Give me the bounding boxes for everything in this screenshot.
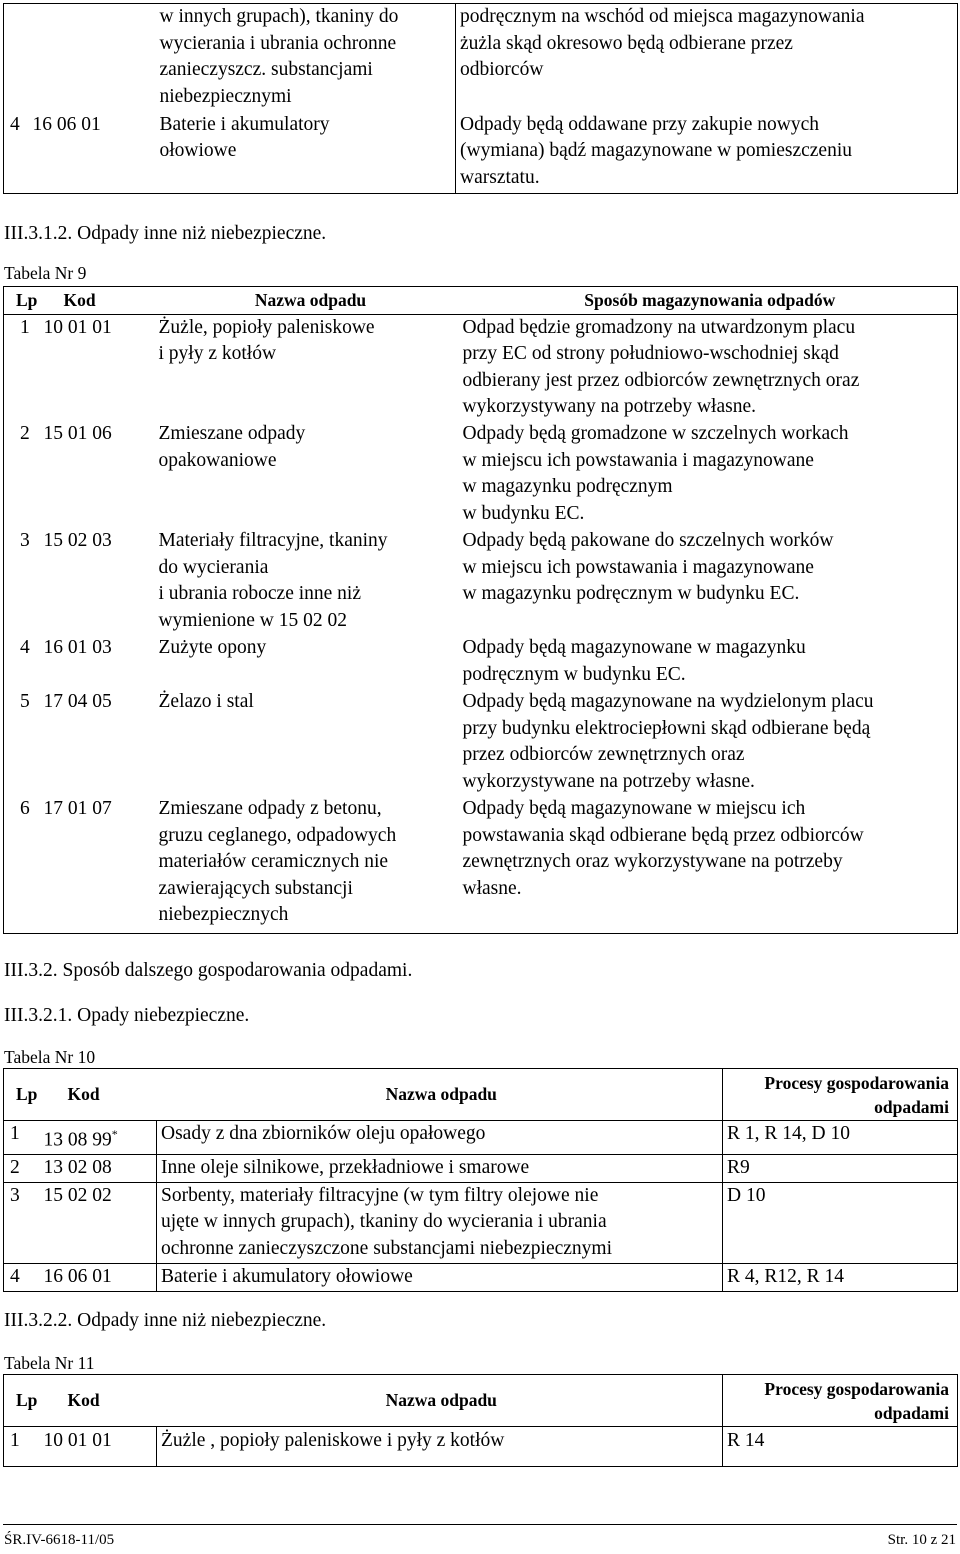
cell-procesy: D 10 — [727, 1184, 766, 1206]
section-heading: III.3.2.1. Opady niebezpieczne. — [4, 1005, 250, 1026]
cell-procesy: R 14 — [727, 1430, 765, 1451]
table-row — [4, 421, 958, 528]
cell-lp: 4 — [20, 637, 30, 658]
cell-lp: 3 — [10, 1184, 20, 1206]
cell-sposob: Odpady będą gromadzone w szczelnych workach w miejscu ich powstawania i magazynowane w magazynku podręcznym w budynku EC. — [462, 423, 849, 524]
cell-procesy: R 1, R 14, D 10 — [727, 1123, 850, 1144]
cell-kod: 10 01 01 — [44, 1427, 157, 1467]
cell-kod-value: 13 08 99 — [43, 1129, 112, 1151]
cell-nazwa: Osady z dna zbiorników oleju opałowego — [157, 1121, 723, 1155]
cell-lp: 2 — [10, 1157, 20, 1178]
cell-nazwa: Żużle , popioły paleniskowe i pyły z kotłów — [157, 1427, 723, 1467]
cell-lp: 1 — [20, 316, 30, 338]
cell-nazwa: Zmieszane odpady z betonu, gruzu ceglanego, odpadowych materiałów ceramicznych nie zawierających substancji niebezpiecznych — [158, 798, 397, 925]
header-procesy: Procesy gospodarowania odpadami — [764, 1072, 949, 1117]
cell-nazwa: Baterie i akumulatory ołowiowe — [158, 112, 456, 194]
table-row — [4, 1427, 958, 1467]
table-8-continuation — [3, 3, 958, 194]
cell-lp: 2 — [20, 423, 30, 444]
table-header-row — [4, 1375, 958, 1427]
table-header-row — [4, 287, 958, 315]
cell-sposob: Odpady będą magazynowane na wydzielonym placu przy budynku elektrociepłowni skąd odbierane będą przez odbiorców zewnętrznych oraz wykorzystywane na potrzeby własne. — [462, 691, 874, 792]
cell-lp: 4 — [10, 113, 20, 135]
cell-sposob: Odpady będą pakowane do szczelnych worków w miejscu ich powstawania i magazynowane w magazynku podręcznym w budynku EC. — [462, 530, 834, 604]
table-caption: Tabela Nr 11 — [4, 1353, 95, 1373]
cell-nazwa: Inne oleje silnikowe, przekładniowe i smarowe — [157, 1155, 723, 1183]
table-row — [4, 1121, 958, 1155]
cell-nazwa: w innych grupach), tkaniny do wycierania i ubrania ochronne zanieczyszcz. substancjami niebezpiecznymi — [158, 4, 456, 112]
footer-reference: ŚR.IV-6618-11/05 — [4, 1532, 115, 1548]
cell-kod: 17 01 07 — [43, 798, 112, 819]
table-row — [4, 796, 958, 933]
cell-sposob: Odpady będą magazynowane w magazynku podręcznym w budynku EC. — [462, 637, 806, 685]
table-9 — [3, 286, 958, 934]
header-procesy: Procesy gospodarowania odpadami — [764, 1378, 949, 1423]
cell-kod: 13 02 08 — [44, 1155, 157, 1183]
header-sposob: Sposób magazynowania odpadów — [584, 290, 836, 310]
table-row — [4, 314, 958, 421]
cell-kod — [44, 1121, 157, 1155]
table-row — [4, 112, 958, 194]
footnote-asterisk: * — [111, 1127, 118, 1141]
table-row — [4, 635, 958, 689]
section-heading: III.3.1.2. Odpady inne niż niebezpieczne. — [4, 223, 327, 244]
cell-kod: 17 04 05 — [43, 691, 112, 712]
cell-lp: 6 — [20, 798, 30, 819]
cell-lp — [4, 4, 23, 112]
table-caption: Tabela Nr 10 — [4, 1047, 96, 1067]
cell-kod: 15 02 03 — [43, 530, 112, 551]
header-kod: Kod — [63, 290, 96, 310]
cell-nazwa: Żelazo i stal — [158, 691, 254, 712]
footer-page-number: Str. 10 z 21 — [887, 1532, 956, 1548]
cell-procesy: R9 — [727, 1157, 750, 1178]
table-row — [4, 1182, 958, 1263]
cell-sposob: Odpady będą magazynowane w miejscu ich powstawania skąd odbierane będą przez odbiorców zewnętrznych oraz wykorzystywane na potrzeby własne. — [462, 798, 864, 899]
cell-lp: 1 — [10, 1430, 20, 1451]
cell-procesy: R 4, R12, R 14 — [727, 1265, 845, 1287]
cell-kod — [23, 4, 158, 112]
cell-nazwa: Sorbenty, materiały filtracyjne (w tym filtry olejowe nie ujęte w innych grupach), tkaniny do wycierania i ubrania ochronne zanieczyszczone substancjami niebezpiecznymi — [157, 1182, 723, 1263]
cell-kod: 15 02 02 — [44, 1182, 157, 1263]
header-lp: Lp — [16, 1084, 38, 1105]
header-lp: Lp — [16, 290, 38, 310]
table-row — [4, 4, 958, 112]
cell-nazwa: Żużle, popioły paleniskowe i pyły z kotłów — [158, 316, 375, 364]
table-10 — [3, 1068, 958, 1292]
table-row — [4, 1155, 958, 1183]
cell-kod: 16 06 01 — [32, 113, 101, 135]
table-caption: Tabela Nr 9 — [4, 263, 87, 283]
cell-sposob: Odpad będzie gromadzony na utwardzonym placu przy EC od strony południowo-wschodniej skąd odbierany jest przez odbiorców zewnętrznych oraz wykorzystywany na potrzeby własne. — [462, 316, 860, 417]
table-11 — [3, 1374, 958, 1467]
header-kod: Kod — [67, 1084, 100, 1105]
cell-lp: 4 — [10, 1265, 20, 1287]
header-lp: Lp — [16, 1390, 38, 1411]
cell-sposob: podręcznym na wschód od miejsca magazynowania żużla skąd okresowo będą odbierane przez odbiorców — [460, 6, 865, 80]
cell-lp: 1 — [10, 1123, 20, 1144]
table-header-row — [4, 1069, 958, 1121]
cell-lp: 5 — [20, 691, 30, 712]
section-heading: III.3.2.2. Odpady inne niż niebezpieczne. — [4, 1310, 327, 1331]
header-kod: Kod — [67, 1390, 100, 1411]
table-row — [4, 689, 958, 796]
footer-rule — [3, 1524, 957, 1525]
table-row — [4, 1263, 958, 1291]
cell-kod: 16 01 03 — [43, 637, 112, 658]
table-row — [4, 528, 958, 635]
cell-sposob: Odpady będą oddawane przy zakupie nowych (wymiana) bądź magazynowane w pomieszczeniu warsztatu. — [460, 113, 852, 188]
cell-kod: 10 01 01 — [43, 316, 112, 338]
header-nazwa: Nazwa odpadu — [254, 290, 367, 310]
header-nazwa: Nazwa odpadu — [157, 1069, 723, 1121]
cell-nazwa: Baterie i akumulatory ołowiowe — [157, 1263, 723, 1291]
cell-nazwa: Materiały filtracyjne, tkaniny do wycierania i ubrania robocze inne niż wymienione w 15 02 02 — [158, 530, 388, 631]
cell-kod: 15 01 06 — [43, 423, 112, 444]
cell-lp: 3 — [20, 530, 30, 551]
section-heading: III.3.2. Sposób dalszego gospodarowania odpadami. — [4, 960, 413, 981]
cell-kod: 16 06 01 — [44, 1263, 157, 1291]
cell-nazwa: Zużyte opony — [158, 637, 267, 658]
cell-nazwa: Zmieszane odpady opakowaniowe — [158, 423, 306, 471]
header-nazwa: Nazwa odpadu — [157, 1375, 723, 1427]
